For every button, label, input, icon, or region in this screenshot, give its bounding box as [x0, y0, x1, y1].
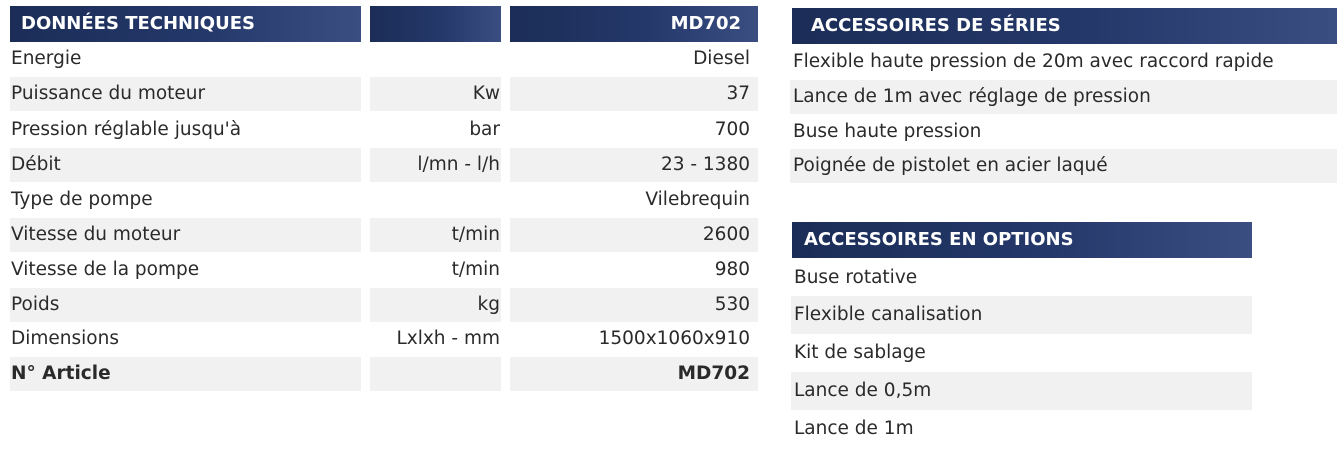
- options-accessories-title: ACCESSOIRES EN OPTIONS: [804, 229, 1074, 250]
- table-cell-value: 980: [714, 259, 750, 280]
- table-cell-unit: Lxlxh - mm: [396, 328, 500, 349]
- table-cell-label: Pression réglable jusqu'à: [11, 119, 242, 140]
- list-item: Flexible canalisation: [791, 296, 1252, 334]
- table-cell-value: 2600: [510, 218, 758, 252]
- list-item: Buse rotative: [794, 267, 918, 288]
- list-item: Poignée de pistolet en acier laqué: [790, 149, 1337, 183]
- table-cell-value: 23 - 1380: [510, 148, 758, 182]
- list-item: Lance de 1m: [794, 418, 914, 439]
- table-cell-label: Débit: [10, 148, 361, 182]
- table-cell-unit: t/min: [451, 259, 500, 280]
- list-item: Lance de 1m avec réglage de pression: [790, 80, 1337, 114]
- table-cell-label: Dimensions: [11, 328, 119, 349]
- article-value: MD702: [510, 357, 758, 391]
- table-cell-label: Vitesse de la pompe: [11, 259, 200, 280]
- table-cell-unit: Kw: [370, 77, 501, 111]
- series-accessories-header: [792, 8, 1337, 44]
- table-cell-value: 37: [510, 77, 758, 111]
- series-accessories-title: ACCESSOIRES DE SÉRIES: [811, 15, 1061, 36]
- table-cell-unit: kg: [370, 288, 501, 322]
- table-cell-value: Diesel: [693, 48, 750, 69]
- table-cell-value: 530: [510, 288, 758, 322]
- table-cell-unit: [370, 42, 501, 76]
- list-item: Buse haute pression: [793, 121, 982, 142]
- options-accessories-header: [792, 222, 1252, 258]
- table-cell-label: Poids: [10, 288, 361, 322]
- table-cell-value: 700: [714, 119, 750, 140]
- table-cell-value: 1500x1060x910: [598, 328, 750, 349]
- list-item: Flexible haute pression de 20m avec raccord rapide: [793, 51, 1274, 72]
- list-item: Kit de sablage: [794, 342, 926, 363]
- article-label: N° Article: [10, 357, 361, 391]
- table-cell-label: Type de pompe: [11, 189, 153, 210]
- tech-model-header: [510, 6, 758, 42]
- table-cell-unit: bar: [469, 119, 500, 140]
- table-cell-value: Vilebrequin: [645, 189, 750, 210]
- tech-title: DONNÉES TECHNIQUES: [21, 13, 255, 34]
- tech-title-header: [10, 6, 361, 42]
- table-cell-unit: l/mn - l/h: [370, 148, 501, 182]
- table-cell-label: Puissance du moteur: [10, 77, 361, 111]
- tech-model-label: MD702: [670, 13, 741, 34]
- table-cell-label: Vitesse du moteur: [10, 218, 361, 252]
- list-item: Lance de 0,5m: [791, 372, 1252, 410]
- table-cell-label: Energie: [11, 48, 82, 69]
- table-cell-unit: [370, 357, 501, 391]
- table-cell-unit: t/min: [370, 218, 501, 252]
- table-cell-unit: [370, 183, 501, 217]
- tech-unit-header: [370, 6, 501, 42]
